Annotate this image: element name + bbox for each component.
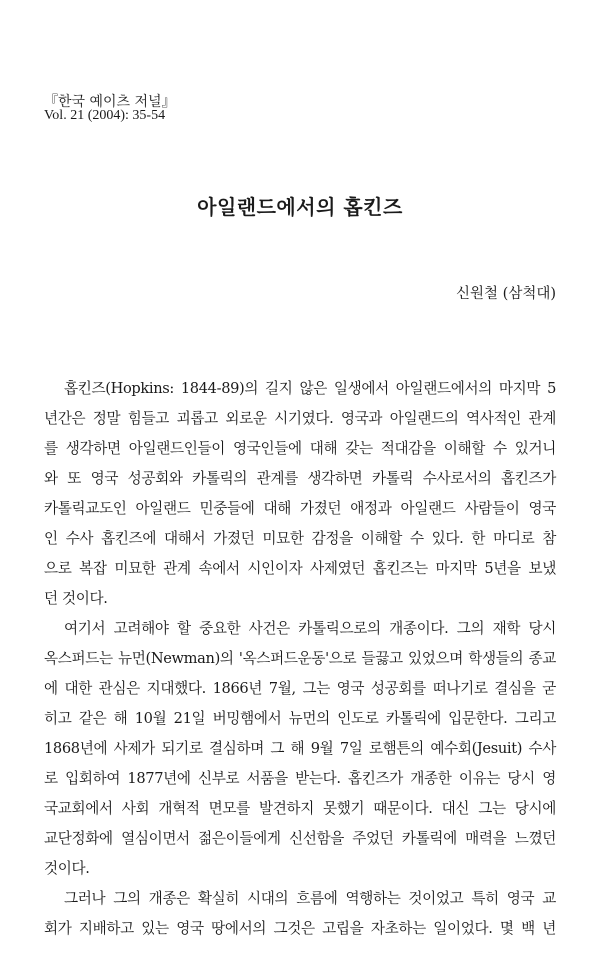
text-line: 를 생각하면 아일랜드인들이 영국인들에 대해 갖는 적대감을 이해할 수 있거니 [44,440,556,457]
text-line: 카톨릭교도인 아일랜드 민중들에 대해 가졌던 애정과 아일랜드 사람들이 영국 [44,500,556,517]
text-line: 던 것이다. [44,590,108,607]
journal-title: 『한국 예이츠 저널』 [44,94,176,110]
author-affiliation: 신원철 (삼척대) [456,286,556,302]
text-line: 교단정화에 열심이면서 젊은이들에게 신선함을 주었던 카톨릭에 매력을 느꼈던 [44,830,556,847]
text-line: 것이다. [44,860,90,877]
text-line: 에 대한 관심은 지대했다. 1866년 7월, 그는 영국 성공회를 떠나기로 결심을 굳 [44,680,556,697]
body-text [44,374,556,944]
text-line: 국교회에서 사회 개혁적 면모를 발견하지 못했기 때문이다. 대신 그는 당시에 [44,800,556,817]
text-line: 히고 같은 해 10월 21일 버밍햄에서 뉴먼의 인도로 카톨릭에 입문한다. 그리고 [44,710,556,727]
text-line: 년간은 정말 힘들고 괴롭고 외로운 시기였다. 영국과 아일랜드의 역사적인 관계 [44,410,556,427]
text-line: 1868년에 사제가 되기로 결심하며 그 해 9월 7일 로햄튼의 예수회(Jesuit) 수사 [44,740,556,757]
text-line: 으로 복잡 미묘한 관계 속에서 시인이자 사제였던 홉킨즈는 마지막 5년을 보냈 [44,560,556,577]
text-line: 여기서 고려해야 할 중요한 사건은 카톨릭으로의 개종이다. 그의 재학 당시 [64,620,556,637]
text-line: 홉킨즈(Hopkins: 1844-89)의 길지 않은 일생에서 아일랜드에서의 마지막 5 [64,380,556,397]
text-line: 인 수사 홉킨즈에 대해서 가졌던 미묘한 감정을 이해할 수 있다. 한 마디로 참 [44,530,556,547]
article-title: 아일랜드에서의 홉킨즈 [197,195,403,219]
text-line: 회가 지배하고 있는 영국 땅에서의 그것은 고립을 자초하는 일이었다. 몇 백 년 [44,920,556,937]
text-line: 그러나 그의 개종은 확실히 시대의 흐름에 역행하는 것이었고 특히 영국 교 [64,890,556,907]
volume-line: Vol. 21 (2004): 35-54 [44,108,166,123]
text-line: 로 입회하여 1877년에 신부로 서품을 받는다. 홉킨즈가 개종한 이유는 당시 영 [44,770,556,787]
text-line: 옥스퍼드는 뉴먼(Newman)의 '옥스퍼드운동'으로 들끓고 있었으며 학생들의 종교 [44,650,556,667]
text-line: 와 또 영국 성공회와 카톨릭의 관계를 생각하면 카톨릭 수사로서의 홉킨즈가 [44,470,556,487]
